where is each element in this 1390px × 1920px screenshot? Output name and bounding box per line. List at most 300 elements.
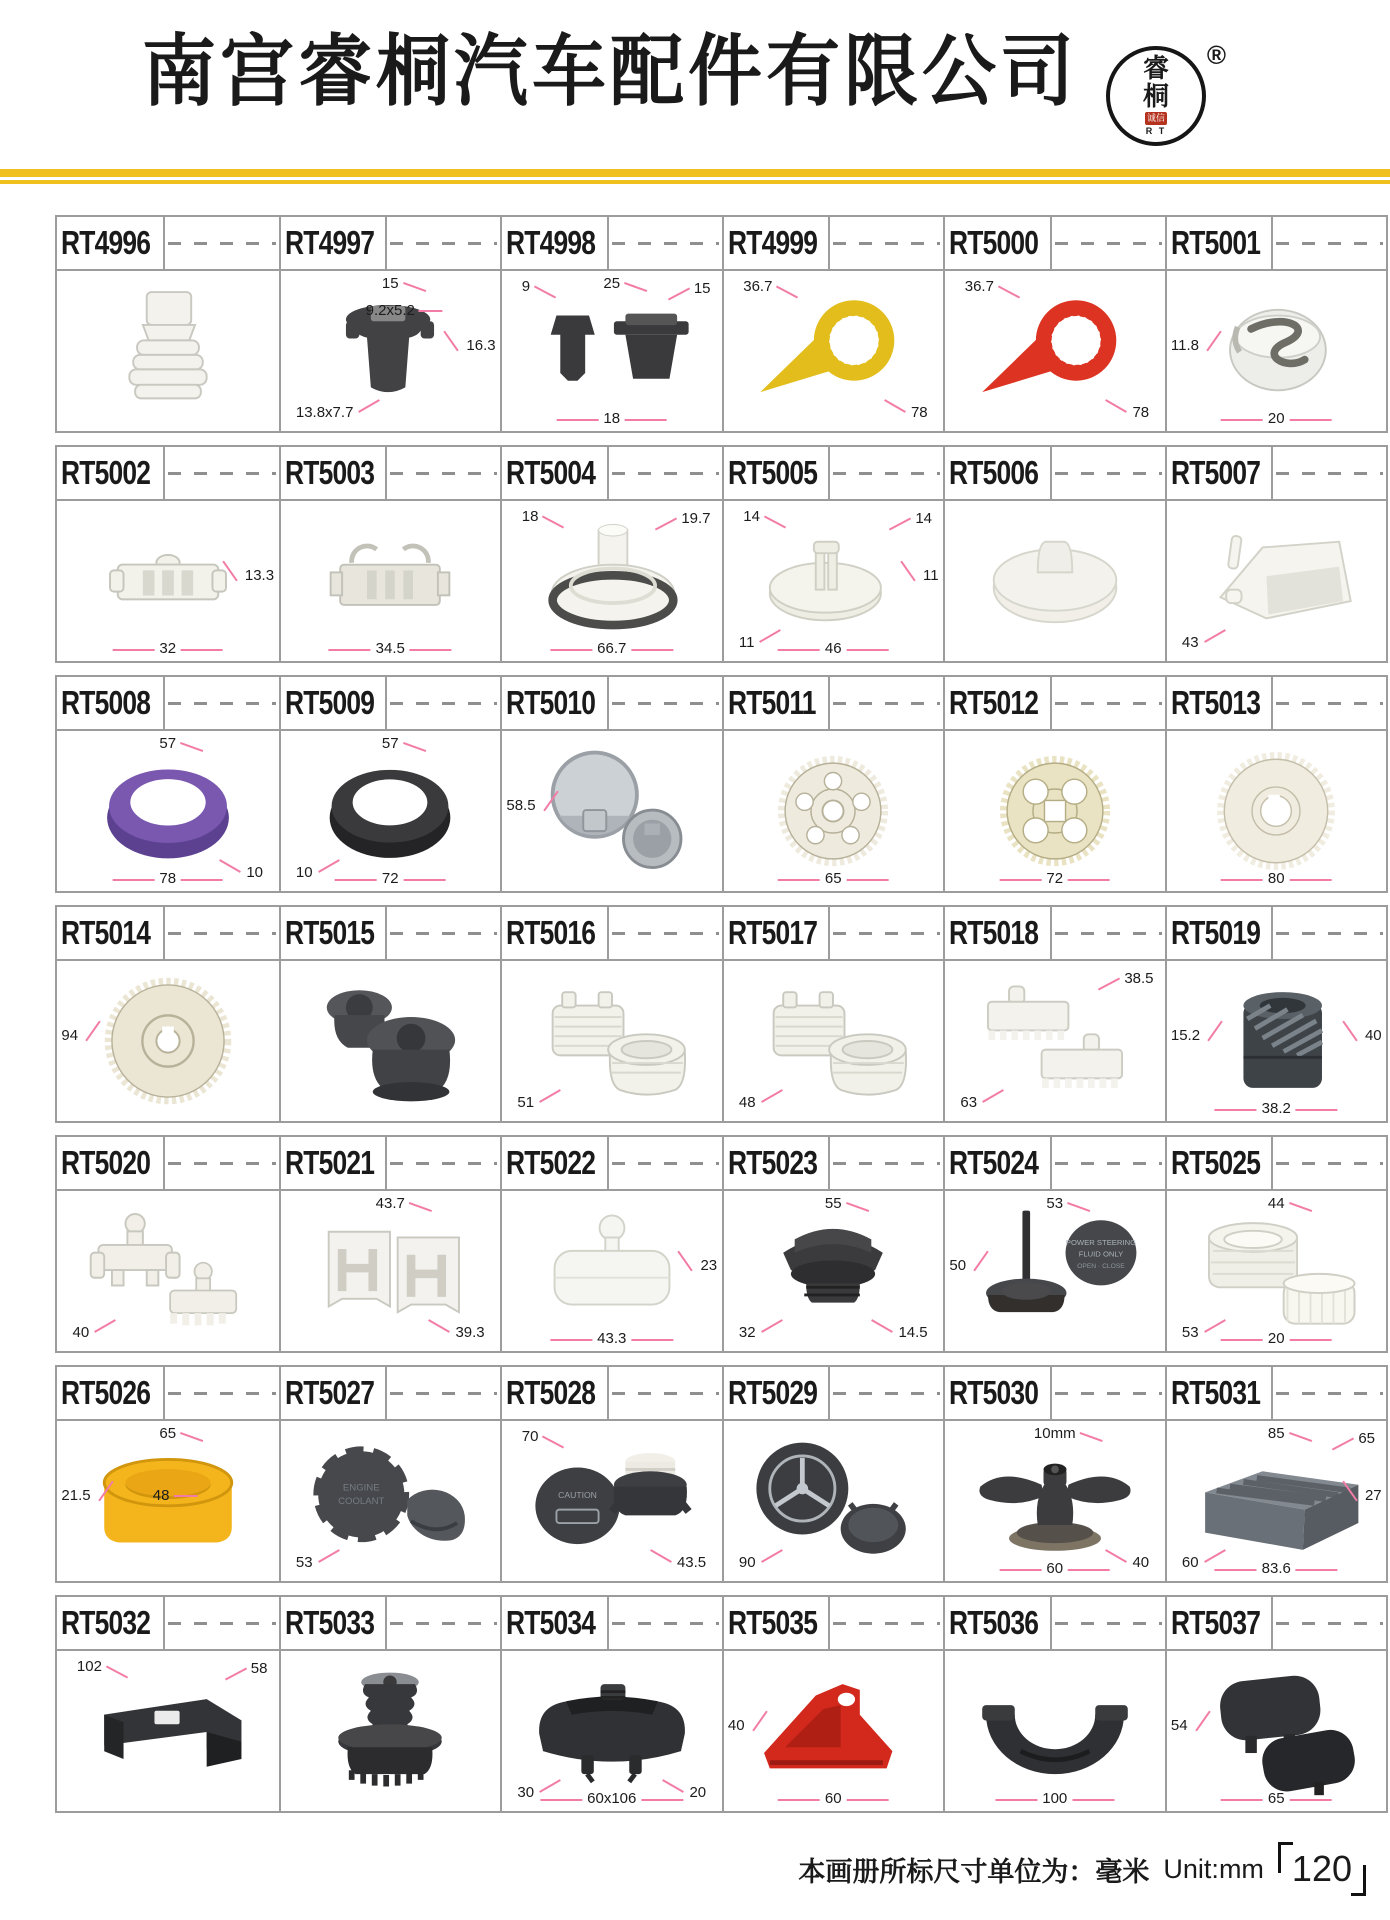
part-header: [281, 907, 501, 961]
part-number: [724, 1137, 831, 1189]
dimension-label: 63: [960, 1093, 978, 1111]
part-number-text: RT5033: [284, 1604, 374, 1641]
dashed-line: [830, 217, 943, 269]
part-header: [1167, 447, 1387, 501]
dimension-label: 10: [295, 863, 313, 881]
dashed-line: [830, 1367, 943, 1419]
bracketgear-image: [61, 1196, 274, 1346]
roller-image: [506, 1196, 717, 1346]
dashed-line: [830, 1137, 943, 1189]
chromecap-image: [506, 736, 717, 886]
product-photo: [724, 1651, 944, 1811]
part-header: [945, 1137, 1165, 1191]
product-cell: [943, 1597, 1165, 1811]
dimension-label: 36.7: [743, 278, 773, 295]
dimension-label: 43.5: [676, 1553, 707, 1571]
product-photo: [1167, 731, 1387, 891]
product-cell: [57, 447, 279, 661]
product-cell: [943, 677, 1165, 891]
indicator-image: [728, 276, 939, 426]
svg-text:POWER STEERING: POWER STEERING: [1065, 1238, 1136, 1248]
svg-text:OPEN · CLOSE: OPEN · CLOSE: [1076, 1263, 1125, 1271]
product-cell: [57, 677, 279, 891]
product-photo: [724, 1191, 944, 1351]
dimension-label: 65: [1267, 1790, 1285, 1808]
dimension-label: 53: [295, 1553, 313, 1571]
svg-text:FLUID ONLY: FLUID ONLY: [1078, 1249, 1123, 1259]
coolantcap-image: [285, 1426, 496, 1576]
part-header: [502, 677, 722, 731]
product-cell: [722, 1137, 944, 1351]
product-photo: [281, 731, 501, 891]
catalog-row: [55, 905, 1388, 1123]
product-cell: [500, 907, 722, 1121]
product-cell: [1165, 1137, 1387, 1351]
product-photo: [1167, 1421, 1387, 1581]
dimension-label: 21.5: [61, 1487, 91, 1505]
dashed-line: [387, 907, 500, 959]
wingnut-image: [949, 1426, 1160, 1576]
part-number-text: RT5009: [284, 684, 374, 721]
svg-text:CAUTION: CAUTION: [557, 1490, 597, 1501]
dashed-line: [387, 1367, 500, 1419]
part-number: [1167, 1597, 1274, 1649]
dashed-line: [1273, 907, 1386, 959]
dimension-label: 57: [381, 734, 399, 752]
part-number: [1167, 1367, 1274, 1419]
product-cell: [943, 907, 1165, 1121]
dimension-label: 48: [738, 1093, 756, 1111]
part-number-text: RT5007: [1170, 454, 1260, 491]
dimension-label: 11.8: [1170, 337, 1199, 355]
part-number-text: RT5017: [727, 914, 817, 951]
product-cell: [57, 1367, 279, 1581]
product-cell: [279, 907, 501, 1121]
threadcap-image: [728, 966, 939, 1116]
dimension-label: 83.6: [1261, 1560, 1291, 1578]
dimension-label: 40: [1132, 1553, 1150, 1571]
dashed-line: [1273, 1367, 1386, 1419]
part-header: [57, 447, 279, 501]
catalog-row: [55, 1365, 1388, 1583]
part-number-text: RT5023: [727, 1144, 817, 1181]
product-photo: [57, 501, 279, 661]
dimension-label: 70: [521, 1428, 539, 1445]
part-number: [945, 907, 1052, 959]
product-cell: [722, 447, 944, 661]
footer: [798, 1842, 1366, 1896]
part-number: [281, 1367, 388, 1419]
product-photo: [281, 1191, 501, 1351]
dimension-label: 40: [727, 1717, 745, 1735]
slider-image: [949, 966, 1160, 1116]
dashed-line: [387, 447, 500, 499]
part-number-text: RT4996: [61, 224, 151, 261]
dimension-label: 100: [1042, 1790, 1068, 1808]
dimension-label: 9: [521, 278, 531, 295]
jackscrew-image: [285, 1656, 496, 1806]
dashed-line: [165, 1137, 279, 1189]
dimension-label: 10: [246, 863, 263, 881]
dimension-label: 60: [1181, 1553, 1199, 1571]
part-number-text: RT5010: [506, 684, 596, 721]
part-number: [945, 447, 1052, 499]
part-number: [281, 1597, 388, 1649]
dashed-line: [609, 1367, 722, 1419]
part-number-text: RT5005: [727, 454, 817, 491]
product-cell: [57, 1137, 279, 1351]
part-number: [1167, 217, 1274, 269]
pulleys2-image: [285, 966, 496, 1116]
redbracket-image: [728, 1656, 939, 1806]
part-number: [724, 1597, 831, 1649]
dashed-line: [165, 447, 279, 499]
svg-text:COOLANT: COOLANT: [338, 1495, 385, 1507]
product-grid: [55, 215, 1388, 1825]
part-header: [281, 1367, 501, 1421]
part-number: [502, 1137, 609, 1189]
wcliph-image: [285, 506, 496, 656]
product-cell: [57, 907, 279, 1121]
dimension-label: 11: [923, 567, 939, 585]
product-cell: [1165, 217, 1387, 431]
company-name: 南宫睿桐汽车配件有限公司: [142, 26, 1078, 118]
part-number-text: RT5003: [284, 454, 374, 491]
dimension-label: 16.3: [466, 337, 496, 355]
part-header: [57, 677, 279, 731]
registered-trademark-icon: ®: [1206, 40, 1226, 70]
part-number-text: RT5026: [61, 1374, 151, 1411]
dashed-line: [165, 217, 279, 269]
part-header: [502, 1137, 722, 1191]
dimension-label: 13.3: [244, 567, 275, 585]
part-header: [945, 907, 1165, 961]
ring-image: [285, 736, 496, 886]
product-photo: [57, 271, 279, 431]
dimension-label: 25: [603, 274, 621, 292]
company-logo: [1106, 40, 1226, 161]
dimension-label: 58.5: [506, 797, 536, 815]
part-number-text: RT5008: [61, 684, 151, 721]
dimension-label: 78: [159, 870, 177, 888]
dimension-label: 15.2: [1170, 1027, 1201, 1045]
product-cell: [500, 1137, 722, 1351]
part-header: [1167, 677, 1387, 731]
box-image: [1171, 1426, 1382, 1576]
dimension-label: 20: [689, 1783, 707, 1801]
catalog-row: [55, 215, 1388, 433]
dimension-label: 14.5: [898, 1323, 928, 1341]
product-cell: [500, 1367, 722, 1581]
product-photo: [57, 1421, 279, 1581]
part-number-text: RT5019: [1170, 914, 1260, 951]
dashed-line: [165, 907, 279, 959]
dimension-label: 78: [1132, 403, 1150, 421]
part-header: [1167, 1367, 1387, 1421]
part-number-text: RT5035: [727, 1604, 817, 1641]
dimension-label: 43.7: [375, 1194, 405, 1212]
product-photo: [1167, 961, 1387, 1121]
dimension-label: 13.8x7.7: [295, 403, 354, 421]
dimension-label: 43: [1181, 633, 1199, 651]
part-number: [57, 907, 165, 959]
part-number: [281, 217, 388, 269]
product-cell: [279, 1367, 501, 1581]
dashed-line: [165, 677, 279, 729]
part-number-text: RT5002: [61, 454, 151, 491]
corner-image: [61, 1656, 274, 1806]
part-header: [724, 217, 944, 271]
dashed-line: [387, 1137, 500, 1189]
part-number-text: RT5029: [727, 1374, 817, 1411]
dimension-label: 85: [1267, 1424, 1285, 1442]
dashed-line: [609, 217, 722, 269]
dimension-label: 32: [738, 1323, 756, 1341]
whitecaps-image: [1171, 1196, 1382, 1346]
gear-image: [61, 966, 274, 1116]
wedge-image: [1171, 506, 1382, 656]
dimension-label: 39.3: [455, 1323, 485, 1341]
part-number: [57, 447, 165, 499]
product-photo: [281, 271, 501, 431]
dimension-label: 50: [949, 1257, 967, 1275]
part-number: [724, 1367, 831, 1419]
dimension-label: 57: [159, 734, 177, 752]
dimension-label: 43.3: [597, 1330, 627, 1348]
dashed-line: [165, 1367, 279, 1419]
ring-image: [61, 736, 274, 886]
dashed-line: [165, 1597, 279, 1649]
product-cell: [279, 217, 501, 431]
gear-image: [728, 736, 939, 886]
part-number: [502, 907, 609, 959]
part-header: [57, 1137, 279, 1191]
product-photo: [502, 271, 722, 431]
dimension-label: 27: [1364, 1487, 1382, 1505]
product-cell: [943, 1367, 1165, 1581]
part-header: [724, 677, 944, 731]
logo-characters: [1143, 56, 1169, 111]
product-photo: [1167, 501, 1387, 661]
unit-note-cn: 本画册所标尺寸单位为：毫米: [798, 1856, 1150, 1888]
dimension-label: 38.5: [1124, 969, 1154, 987]
product-photo: [281, 501, 501, 661]
part-header: [945, 1367, 1165, 1421]
dashed-line: [387, 217, 500, 269]
part-number-text: RT5025: [1170, 1144, 1260, 1181]
part-header: [724, 1137, 944, 1191]
product-photo: [724, 271, 944, 431]
dimension-label: 102: [76, 1658, 102, 1675]
product-cell: [500, 1597, 722, 1811]
dimension-label: 40: [72, 1323, 90, 1341]
dashed-line: [1273, 1597, 1386, 1649]
threadcap-image: [506, 966, 717, 1116]
dimension-label: 15: [693, 279, 711, 297]
dashed-line: [609, 907, 722, 959]
dashed-line: [1052, 1597, 1165, 1649]
halfring-image: [949, 1656, 1160, 1806]
dimension-label: 94: [61, 1027, 79, 1045]
dashed-line: [830, 907, 943, 959]
discstem-image: [728, 506, 939, 656]
part-header: [1167, 217, 1387, 271]
dimension-label: 65: [159, 1424, 177, 1442]
dimension-label: 51: [517, 1093, 535, 1111]
part-number: [945, 1597, 1052, 1649]
dashed-line: [609, 1597, 722, 1649]
pulley-image: [506, 506, 717, 656]
product-photo: [945, 1421, 1165, 1581]
product-cell: [943, 217, 1165, 431]
gear-image: [1171, 736, 1382, 886]
dimension-label: 40: [1364, 1027, 1382, 1045]
dashed-line: [387, 677, 500, 729]
part-number-text: RT5037: [1170, 1604, 1260, 1641]
dimension-label: 15: [381, 274, 399, 292]
product-cell: [57, 217, 279, 431]
part-number-text: RT5022: [506, 1144, 596, 1181]
part-number: [57, 1367, 165, 1419]
part-number-text: RT5032: [61, 1604, 151, 1641]
product-photo: [1167, 1651, 1387, 1811]
logo-seal: 诚信: [1146, 112, 1165, 123]
product-cell: [1165, 1367, 1387, 1581]
dimension-label: 55: [824, 1194, 842, 1212]
dashed-line: [830, 677, 943, 729]
product-cell: [943, 1137, 1165, 1351]
dashed-line: [830, 1597, 943, 1649]
dimension-label: 32: [159, 640, 177, 658]
dashed-line: [609, 677, 722, 729]
product-cell: [722, 907, 944, 1121]
part-header: [502, 907, 722, 961]
dimension-label: 46: [824, 640, 842, 658]
dimension-label: 65: [1358, 1429, 1376, 1447]
dashed-line: [1273, 217, 1386, 269]
dashed-line: [1052, 907, 1165, 959]
dimension-label: 44: [1267, 1194, 1285, 1212]
dimension-label: 20: [1267, 1330, 1285, 1348]
product-photo: [945, 961, 1165, 1121]
product-photo: [57, 1651, 279, 1811]
part-header: [281, 1137, 501, 1191]
capstem-image: [949, 1196, 1160, 1346]
product-cell: [500, 447, 722, 661]
dimension-label: 19.7: [681, 509, 711, 527]
product-cell: [943, 447, 1165, 661]
dimension-label: 10mm: [1033, 1424, 1076, 1442]
dimension-label: 30: [517, 1783, 535, 1801]
part-header: [281, 1597, 501, 1651]
part-number: [57, 677, 165, 729]
product-cell: [1165, 447, 1387, 661]
product-cell: [279, 677, 501, 891]
part-number: [502, 677, 609, 729]
part-number: [724, 907, 831, 959]
dashed-line: [1273, 1137, 1386, 1189]
part-number-text: RT4999: [727, 224, 817, 261]
bushing-image: [61, 276, 274, 426]
part-header: [1167, 1597, 1387, 1651]
part-number-text: RT5015: [284, 914, 374, 951]
dimension-label: 34.5: [375, 640, 405, 658]
part-number-text: RT5028: [506, 1374, 596, 1411]
product-cell: [1165, 907, 1387, 1121]
part-header: [945, 1597, 1165, 1651]
clearcap-image: [1171, 276, 1382, 426]
wclip-image: [61, 506, 274, 656]
dimension-label: 11: [738, 633, 755, 651]
part-number: [945, 677, 1052, 729]
unit-note-en: Unit:mm: [1163, 1853, 1264, 1884]
catalog-row: [55, 1595, 1388, 1813]
part-number: [57, 1137, 165, 1189]
part-number-text: RT5036: [949, 1604, 1039, 1641]
benzcap-image: [728, 1426, 939, 1576]
dimension-label: 54: [1170, 1717, 1188, 1735]
page-number: 120: [1278, 1842, 1366, 1896]
part-number-text: RT5031: [1170, 1374, 1260, 1411]
part-number: [281, 447, 388, 499]
product-cell: [722, 677, 944, 891]
product-photo: [945, 271, 1165, 431]
svg-text:ENGINE: ENGINE: [343, 1482, 380, 1494]
product-photo: [724, 1421, 944, 1581]
part-number: [945, 1137, 1052, 1189]
dimension-label: 60: [1046, 1560, 1064, 1578]
dashed-line: [1052, 217, 1165, 269]
divider-line-thick: [0, 169, 1390, 177]
dimension-label: 14: [915, 509, 933, 527]
part-header: [1167, 907, 1387, 961]
part-number-text: RT5014: [61, 914, 151, 951]
part-number-text: RT4997: [284, 224, 374, 261]
ovalcaps-image: [1171, 1656, 1382, 1806]
product-cell: [279, 447, 501, 661]
dimension-label: 80: [1267, 870, 1285, 888]
part-header: [724, 1597, 944, 1651]
part-header: [281, 217, 501, 271]
part-number-text: RT5030: [949, 1374, 1039, 1411]
product-photo: [502, 1421, 722, 1581]
part-header: [281, 447, 501, 501]
product-photo: [945, 731, 1165, 891]
dimension-label: 14: [743, 508, 760, 525]
part-header: [57, 907, 279, 961]
product-cell: [500, 677, 722, 891]
part-header: [502, 1597, 722, 1651]
dashed-line: [387, 1597, 500, 1649]
part-number: [1167, 1137, 1274, 1189]
catalog-row: [55, 445, 1388, 663]
product-cell: [722, 217, 944, 431]
logo-char-top: 睿: [1142, 54, 1169, 85]
product-cell: [500, 217, 722, 431]
divider-line-thin: [0, 180, 1390, 184]
product-cell: [722, 1367, 944, 1581]
product-photo: [57, 731, 279, 891]
part-header: [502, 217, 722, 271]
dimension-label: 36.7: [964, 278, 994, 295]
dimension-label: 53: [1181, 1323, 1199, 1341]
product-photo: [945, 501, 1165, 661]
dimension-label: 20: [1267, 410, 1285, 428]
part-number: [502, 217, 609, 269]
part-number: [1167, 447, 1274, 499]
part-header: [502, 447, 722, 501]
gear-image: [949, 736, 1160, 886]
